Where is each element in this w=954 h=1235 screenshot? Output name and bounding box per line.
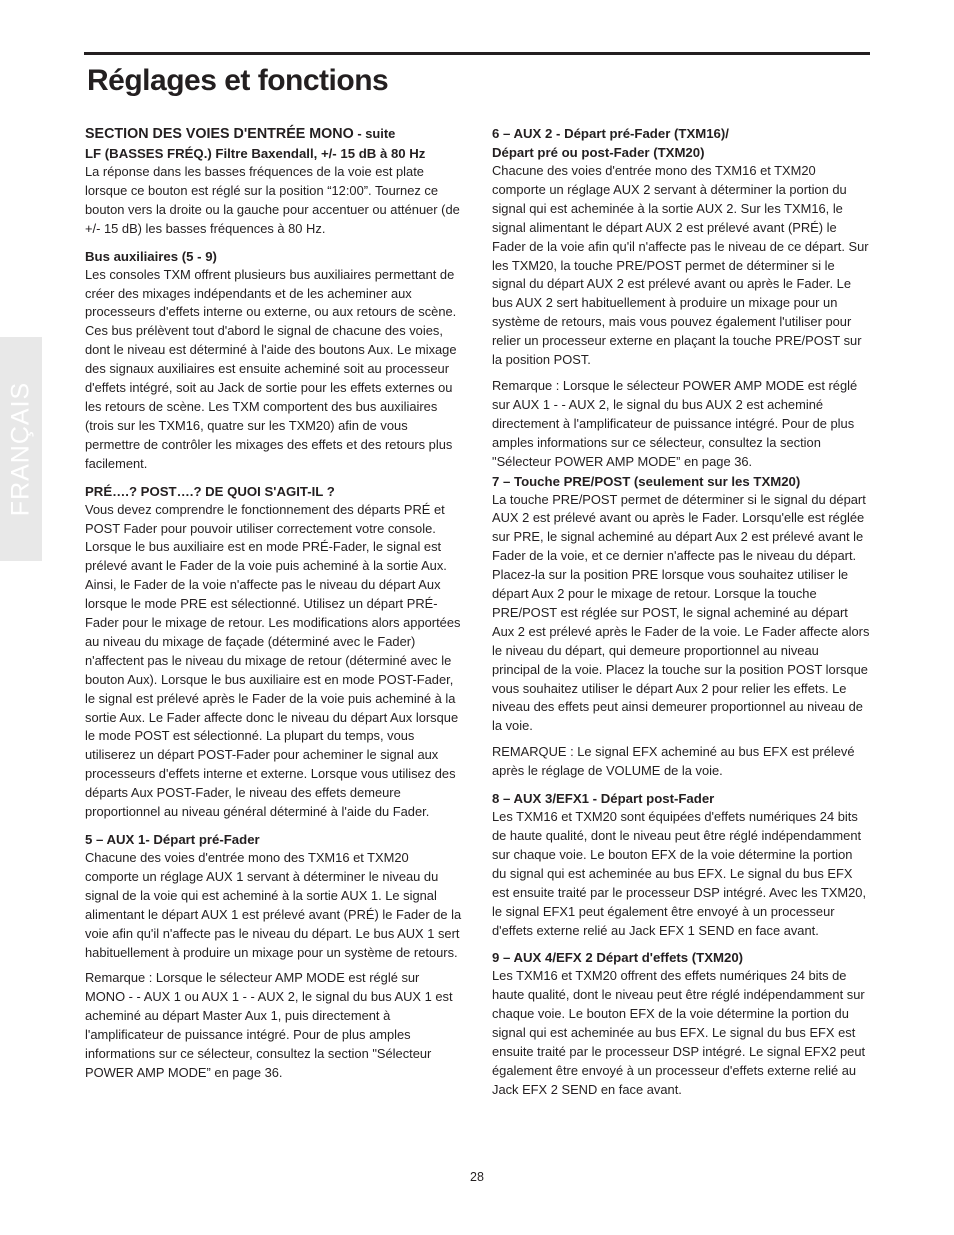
page-number: 28: [470, 1170, 484, 1184]
aux-bus-heading: Bus auxiliaires (5 - 9): [85, 248, 217, 264]
side-tab-label: FRANÇAIS: [6, 381, 35, 517]
section-title-text: SECTION DES VOIES D'ENTRÉE MONO: [85, 126, 354, 142]
prepost-key-note: REMARQUE : Le signal EFX acheminé au bus EFX est prélevé après le réglage de VOLUME de la voie.: [492, 744, 855, 779]
aux1-body: Chacune des voies d'entrée mono des TXM16 et TXM20 comporte un réglage AUX 1 servant à déterminer le niveau du signal de la voie qui est acheminé à la sortie AUX 1. Le signal alimentant le départ AUX 1 est prélevé avant (PRÉ) le Fader de la voie afin qu'il n'affecte pas le niveau du départ. Le bus AUX 1 sert habituellement à produire un mixage pour un système de retours.: [85, 850, 462, 960]
prepost-key-body: La touche PRE/POST permet de déterminer si le signal du départ AUX 2 est prélevé avant ou après le Fader. Lorsqu'elle est réglée sur PRE, le signal acheminé au départ Aux 2 est prélevé avant le Fader de la voie, et ce dernier n'affecte pas le niveau du départ. Placez-la sur la position PRE lorsque vous souhaitez utiliser le départ Aux 2 pour le mixage de retour. Lorsque la touche PRE/POST est réglée sur POST, le signal acheminé au départ Aux 2 est prélevé après le Fader de la voie. Le Fader affecte alors le niveau du départ, qui demeure proportionnel au niveau principal de la voie. Placez la touche sur la position POST lorsque vous souhaitez utiliser le départ Aux 2 pour relier les effets. Le niveau des effets peut ainsi demeurer proportionnel au niveau de la voie.: [492, 491, 870, 734]
pre-post-heading: PRÉ….? POST….? DE QUOI S'AGIT-IL ?: [85, 483, 335, 499]
aux3-heading: 8 – AUX 3/EFX1 - Départ post-Fader: [492, 791, 715, 807]
aux2-heading-line1: 6 – AUX 2 - Départ pré-Fader (TXM16)/: [492, 126, 729, 141]
aux1-note: Remarque : Lorsque le sélecteur AMP MODE est réglé sur MONO - - AUX 1 ou AUX 1 - - AUX 2, le signal du bus AUX 1 est acheminé au départ Master Aux 1, puis directement à l'amplificateur de puissance intégré. Pour de plus amples informations sur ce sélecteur, consultez la section "Sélecteur POWER AMP MODE” en page 36.: [85, 970, 453, 1080]
pre-post-body: Vous devez comprendre le fonctionnement des départs PRÉ et POST Fader pour pouvoir utiliser correctement votre console. Lorsque le bus auxiliaire est en mode PRÉ-Fader, le signal est prélevé avant le Fader de la voie puis acheminé à la sortie Aux. Ainsi, le Fader de la voie n'affecte pas le niveau du départ Aux lorsque le mode PRE est sélectionné. Utilisez un départ PRÉ-Fader pour le mixage de retour. Les modifications alors apportées au niveau du mixage de façade (déterminé avec le Fader) n'affectent pas le niveau du mixage de retour (déterminé avec le bouton Aux). Lorsque le bus auxiliaire est en mode POST-Fader, le signal est prélevé après le Fader de la voie puis acheminé à la sortie Aux. Le Fader affecte donc le niveau du départ Aux lorsque le mode POST est sélectionné. La plupart du temps, vous utiliserez un départ POST-Fader pour acheminer le signal aux processeurs d'effets interne et externe. Lorsque vous utilisez des départs Aux POST-Fader, le niveau des effets demeure proportionnel au niveau général déterminé à l'aide du Fader.: [85, 501, 461, 820]
lf-heading: LF (BASSES FRÉQ.) Filtre Baxendall, +/- 15 dB à 80 Hz: [85, 146, 426, 161]
section-title: [85, 124, 463, 144]
page-title: Réglages et fonctions: [87, 64, 389, 97]
language-side-tab: [0, 337, 42, 561]
aux2-heading-line2: Départ pré ou post-Fader (TXM20): [492, 145, 705, 160]
aux-bus-body: Les consoles TXM offrent plusieurs bus auxiliaires permettant de créer des mixages indépendants et de les acheminer aux processeurs d'effets interne ou externe, ou aux retours de scène. Ces bus prélèvent tout d'abord le signal de chacune des voies, dont le niveau est déterminé à l'aide des boutons Aux. Le mixage des signaux auxiliaires est ensuite acheminé soit au processeur d'effets intégré, soit au Jack de sortie pour les effets externes ou les retours de scène. Les TXM comportent des bus auxiliaires (trois sur les TXM16, quatre sur les TXM20) afin de vous permettre de contrôler les mixages des effets et des retours plus facilement.: [85, 266, 457, 471]
aux1-heading: 5 – AUX 1- Départ pré-Fader: [85, 832, 260, 847]
section-title-suffix: - suite: [353, 126, 396, 141]
top-rule: [84, 52, 870, 55]
aux4-body: Les TXM16 et TXM20 offrent des effets numériques 24 bits de haute qualité, dont le niveau peut être réglé indépendamment sur chaque voie. Le bouton EFX de la voie détermine la portion du signal qui est acheminée au bus EFX. Le signal du bus EFX est ensuite traité par le processeur DSP intégré. Le signal EFX2 peut également être envoyé à un processeur d'effets externe relié au Jack EFX 2 SEND en face avant.: [492, 968, 866, 1097]
aux2-note: Remarque : Lorsque le sélecteur POWER AMP MODE est réglé sur AUX 1 - - AUX 2, le signal du bus AUX 2 est acheminé directement à l'amplificateur de puissance intégré. Pour de plus amples informations sur ce sélecteur, consultez la section "Sélecteur POWER AMP MODE” en page 36.: [492, 377, 858, 469]
right-column: [492, 124, 870, 1100]
lf-body: La réponse dans les basses fréquences de la voie est plate lorsque ce bouton est réglé sur la position “12:00”. Tournez ce bouton vers la droite ou la gauche pour accentuer ou atténuer (de +/- 15 dB) les basses fréquences à 80 Hz.: [85, 164, 460, 236]
prepost-key-heading: 7 – Touche PRE/POST (seulement sur les TXM20): [492, 473, 801, 489]
aux4-heading: 9 – AUX 4/EFX 2 Départ d'effets (TXM20): [492, 950, 744, 966]
left-column: [85, 124, 463, 1083]
aux2-body: Chacune des voies d'entrée mono des TXM16 et TXM20 comporte un réglage AUX 2 servant à déterminer la portion du signal qui est acheminée à la sortie AUX 2. Sur les TXM16, le signal alimentant le départ AUX 2 est prélevé avant (PRÉ) le Fader de la voie afin qu'il n'affecte pas le niveau de ce départ. Sur les TXM20, la touche PRE/POST permet de déterminer si le signal du départ AUX 2 est prélevé avant ou après le Fader. Le bus AUX 2 sert habituellement à produire un mixage pour un système de retours, mais vous pouvez également l'utiliser pour relier un processeur externe en plaçant la touche PRE/POST sur la position POST.: [492, 163, 869, 368]
aux3-body: Les TXM16 et TXM20 sont équipées d'effets numériques 24 bits de haute qualité, dont le niveau peut être réglé indépendamment sur chaque voie. Le bouton EFX de la voie détermine la portion du signal qui est acheminée au bus EFX. Le signal du bus EFX est ensuite traité par le processeur DSP intégré. Avec les TXM20, le signal EFX1 peut également être envoyé à un processeur d'effets externe relié au Jack EFX 1 SEND en face avant.: [492, 809, 867, 938]
